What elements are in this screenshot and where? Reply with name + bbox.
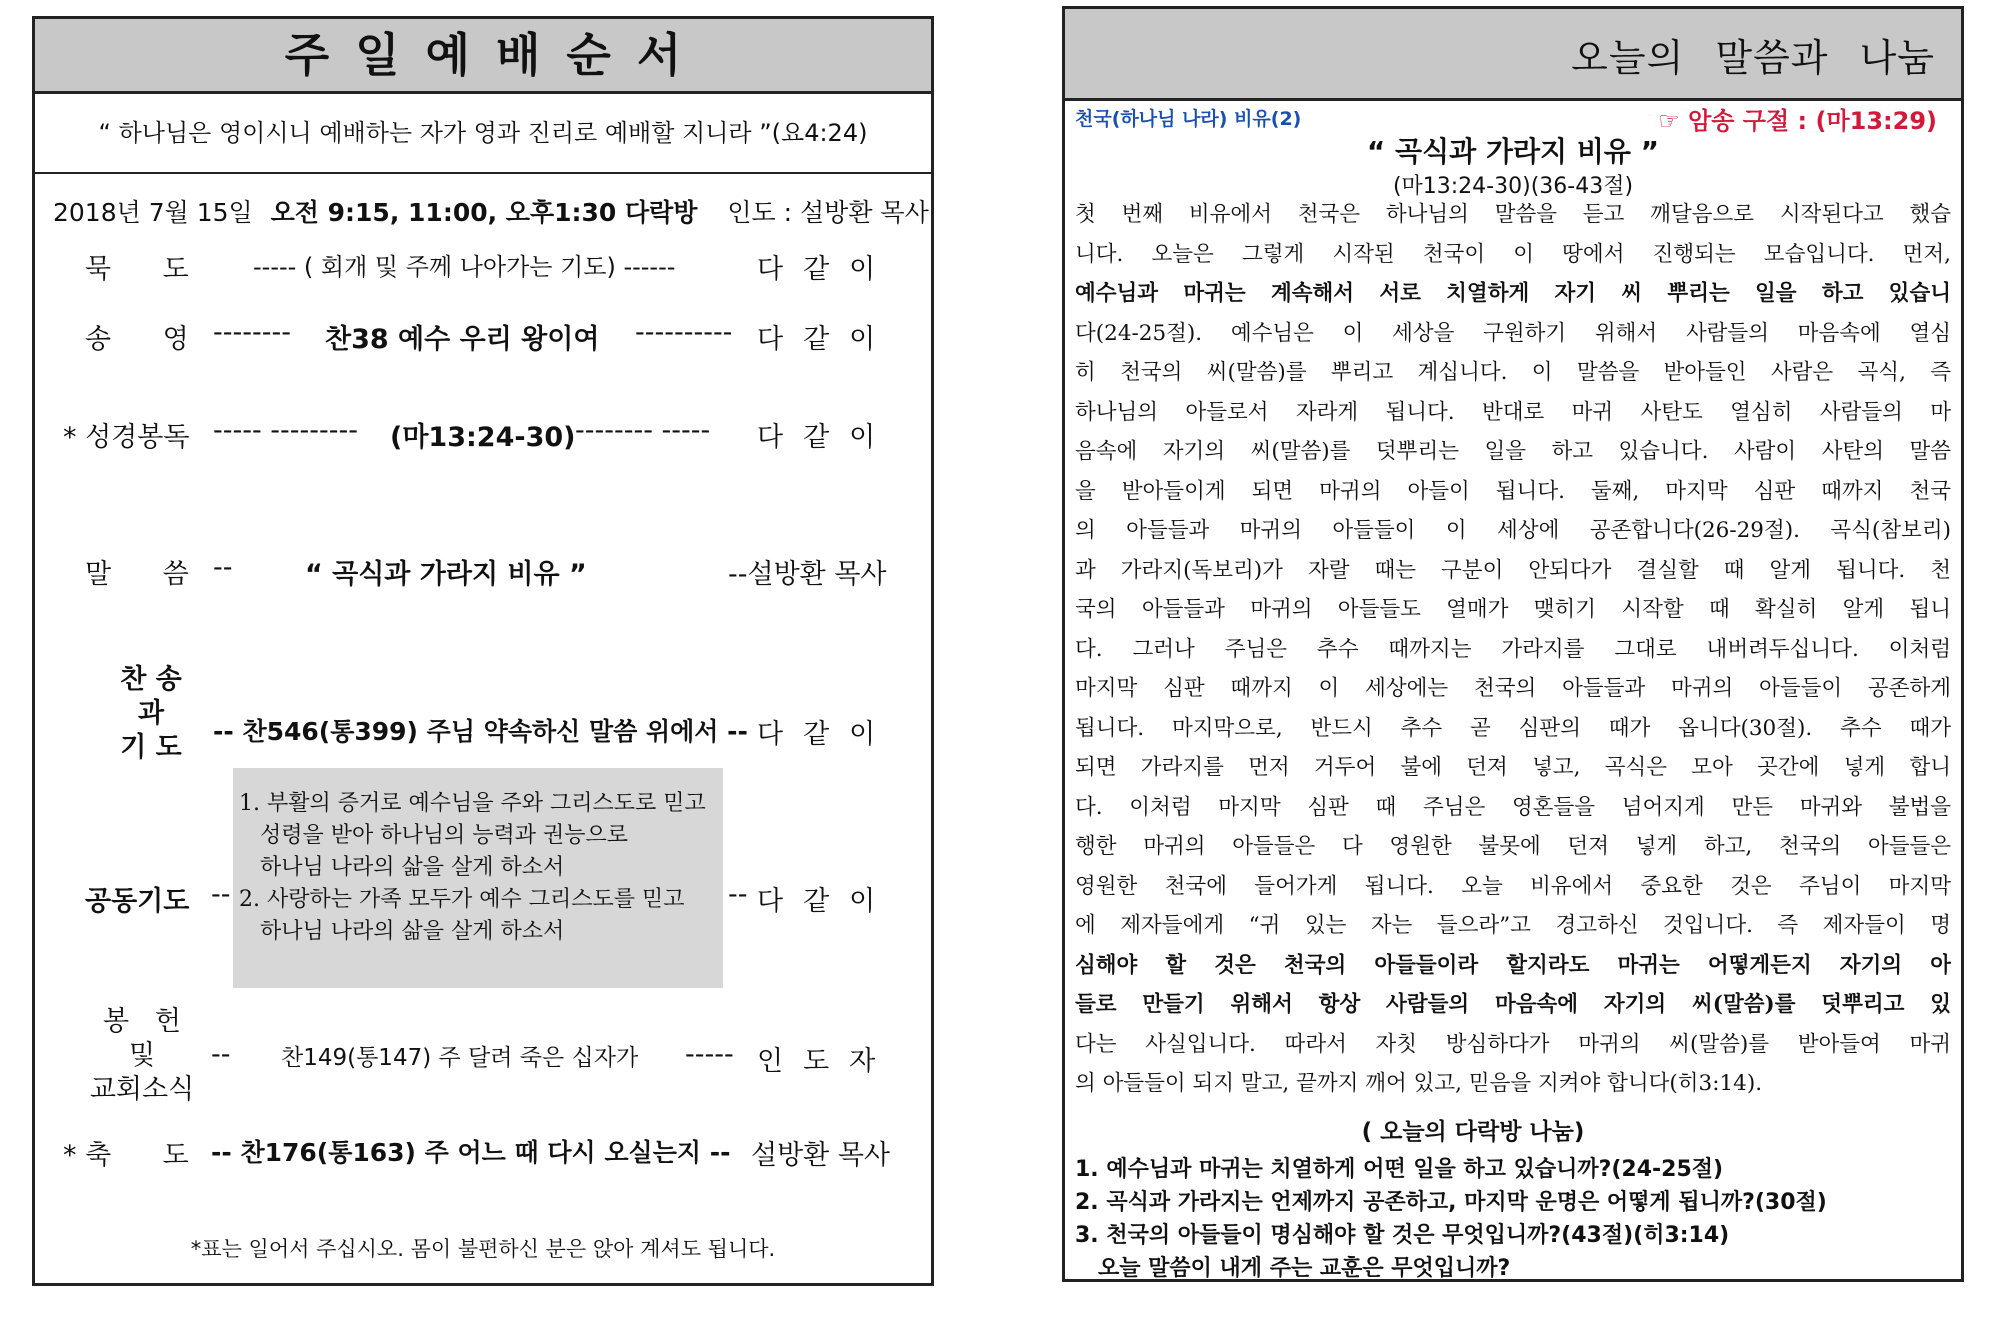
row-dash: ----- — [685, 1039, 734, 1070]
row-assignee: 인도자 — [757, 1046, 896, 1077]
body-line: 마지막 심판 때까지 이 세상에는 천국의 아들들과 마귀의 아들들이 공존하게 — [1075, 676, 1951, 701]
discussion-question: 오늘 말씀이 내게 주는 교훈은 무엇입니까? — [1075, 1256, 1511, 1281]
todays-word-panel — [1062, 6, 1964, 1282]
body-line: 다. 이처럼 마지막 심판 때 주님은 영혼들을 넘어지게 만든 마귀와 불법을 — [1075, 794, 1951, 820]
body-line: 영원한 천국에 들어가게 됩니다. 오늘 비유에서 중요한 것은 주님이 마지막 — [1075, 873, 1951, 899]
body-line: 의 아들들과 마귀의 아들들이 이 세상에 공존합니다(26-29절). 곡식(참보리) — [1075, 518, 1951, 543]
common-prayer-box — [233, 768, 723, 988]
service-times: 오전 9:15, 11:00, 오후1:30 다락방 — [270, 198, 698, 227]
row-content: ----- ( 회개 및 주께 나아가는 기도) ------ — [253, 253, 676, 281]
row-dash: -- — [211, 1039, 231, 1070]
row-label: 송 영 — [85, 324, 189, 355]
body-line: 심해야 할 것은 천국의 아들들이라 할지라도 마귀는 어떻게든지 자기의 아 — [1075, 952, 1951, 978]
label-line: 봉 헌 — [103, 1006, 181, 1037]
label-line: 기 도 — [120, 732, 182, 763]
service-leader: 인도 : 설방환 목사 — [727, 198, 929, 227]
service-info — [53, 193, 929, 229]
label-line: 및 — [128, 1040, 156, 1071]
row-label: 묵 도 — [85, 254, 189, 285]
body-line: 니다. 오늘은 그렇게 시작된 천국이 이 땅에서 진행되는 모습입니다. 먼저, — [1075, 241, 1951, 267]
prayer-line: 하나님 나라의 삶을 살게 하소서 — [239, 855, 565, 880]
todays-word-title: 오늘의 말씀과 나눔 — [1571, 36, 1935, 80]
body-line: 첫 번째 비유에서 천국은 하나님의 말씀을 듣고 깨달음으로 시작된다고 했습 — [1075, 202, 1951, 227]
discussion-question: 1. 예수님과 마귀는 치열하게 어떤 일을 하고 있습니까?(24-25절) — [1075, 1157, 1724, 1182]
row-content: (마13:24-30) — [390, 422, 576, 453]
body-line: 의 아들들이 되지 말고, 끝까지 깨어 있고, 믿음을 지켜야 합니다(히3:14). — [1075, 1071, 1763, 1096]
row-dash: -------- ----- — [575, 415, 711, 446]
label-line: 과 — [137, 698, 165, 729]
sermon-reference: (마13:24-30)(36-43절) — [1392, 174, 1634, 199]
prayer-line: 성령을 받아 하나님의 능력과 권능으로 — [239, 823, 628, 848]
sermon-title: “ 곡식과 가라지 비유 ” — [1366, 135, 1660, 168]
body-line: 하나님의 아들로서 자라게 됩니다. 반대로 마귀 사탄도 열심히 사람들의 마 — [1075, 399, 1951, 425]
memory-verse: ☞ 암송 구절 : (마13:29) — [1658, 107, 1937, 135]
body-line: 을 받아들이게 되면 마귀의 아들이 됩니다. 둘째, 마지막 심판 때까지 천국 — [1075, 478, 1951, 504]
body-line: 예수님과 마귀는 계속해서 서로 치열하게 자기 씨 뿌리는 일을 하고 있습니 — [1075, 281, 1951, 306]
row-content: -- 찬176(통163) 주 어느 때 다시 오실는지 -- — [211, 1138, 731, 1167]
row-dash: -- — [211, 879, 231, 910]
scripture-motto: “ 하나님은 영이시니 예배하는 자가 영과 진리로 예배할 지니라 ”(요4:24) — [35, 94, 931, 174]
body-line: 되면 가라지를 먼저 거두어 불에 던져 넣고, 곡식은 모아 곳간에 넣게 합니 — [1075, 755, 1951, 780]
body-line: 들로 만들기 위해서 항상 사람들의 마음속에 자기의 씨(말씀)를 덧뿌리고 있 — [1075, 992, 1951, 1017]
label-line: 찬 송 — [120, 664, 182, 695]
sharing-heading: ( 오늘의 다락방 나눔) — [1361, 1119, 1585, 1145]
prayer-line: 1. 부활의 증거로 예수님을 주와 그리스도로 믿고 — [239, 791, 706, 816]
body-line: 국의 아들들과 마귀의 아들들도 열매가 맺히기 시작할 때 확실히 알게 됩니 — [1075, 597, 1951, 622]
row-assignee: 다같이 — [757, 254, 896, 285]
worship-order-panel — [32, 16, 934, 1286]
row-content: -- 찬546(통399) 주님 약속하신 말씀 위에서 -- — [213, 717, 748, 746]
row-dash: ---------- — [635, 317, 733, 348]
worship-order-title-bar — [35, 19, 931, 94]
row-dash: -- — [728, 879, 748, 910]
discussion-question: 3. 천국의 아들들이 명심해야 할 것은 무엇입니까?(43절)(히3:14) — [1075, 1223, 1730, 1248]
series-label: 천국(하나님 나라) 비유(2) — [1075, 108, 1302, 130]
row-dash: ----- --------- — [213, 415, 358, 446]
label-line: 교회소식 — [89, 1074, 195, 1105]
body-line: 에 제자들에게 “귀 있는 자는 들으라”고 경고하신 것입니다. 즉 제자들이 명 — [1075, 913, 1951, 938]
body-line: 됩니다. 마지막으로, 반드시 추수 곧 심판의 때가 옵니다(30절). 추수 때가 — [1075, 715, 1951, 741]
row-content: “ 곡식과 가라지 비유 ” — [305, 559, 587, 590]
row-assignee: 다같이 — [757, 719, 896, 750]
body-line: 음속에 자기의 씨(말씀)를 덧뿌리는 일을 하고 있습니다. 사람이 사탄의 말씀 — [1075, 439, 1951, 464]
row-assignee: --설방환 목사 — [728, 559, 887, 590]
row-assignee: 설방환 목사 — [751, 1140, 890, 1171]
hymn-and-prayer-label — [91, 663, 211, 765]
body-line: 과 가라지(독보리)가 자랄 때는 구분이 안되다가 결실할 때 알게 됩니다. 천 — [1075, 557, 1951, 583]
body-line: 다. 그러나 주님은 추수 때까지는 가라지를 그대로 내버려두십니다. 이처럼 — [1075, 636, 1951, 662]
sermon-body — [1075, 195, 1951, 1104]
row-assignee: 다같이 — [757, 324, 896, 355]
body-line: 히 천국의 씨(말씀)를 뿌리고 계십니다. 이 말씀을 받아들인 사람은 곡식, 즉 — [1075, 360, 1951, 385]
service-date: 2018년 7월 15일 — [53, 198, 253, 227]
row-content: 찬38 예수 우리 왕이여 — [325, 324, 600, 355]
row-label: * 축 도 — [63, 1140, 189, 1171]
discussion-question: 2. 곡식과 가라지는 언제까지 공존하고, 마지막 운명은 어떻게 됩니까?(30절) — [1075, 1190, 1827, 1215]
body-line: 행한 마귀의 아들들은 다 영원한 불못에 던져 넣게 하고, 천국의 아들들은 — [1075, 834, 1951, 859]
body-line: 다(24-25절). 예수님은 이 세상을 구원하기 위해서 사람들의 마음속에 열심 — [1075, 320, 1951, 346]
row-dash: -------- — [213, 317, 291, 348]
todays-word-title-bar — [1065, 9, 1961, 101]
row-assignee: 다같이 — [757, 886, 896, 917]
row-label: * 성경봉독 — [63, 422, 190, 453]
row-dash: -- — [213, 552, 233, 583]
prayer-line: 하나님 나라의 삶을 살게 하소서 — [239, 919, 565, 944]
standing-note: *표는 일어서 주십시오. 몸이 불편하신 분은 앉아 계셔도 됩니다. — [190, 1237, 776, 1261]
row-content: 찬149(통147) 주 달려 죽은 십자가 — [281, 1045, 639, 1071]
worship-order-title: 주일예배순서 — [284, 28, 708, 82]
row-label: 공동기도 — [85, 886, 190, 917]
row-label: 말 씀 — [85, 559, 189, 590]
body-line: 다는 사실입니다. 따라서 자칫 방심하다가 마귀의 씨(말씀)를 받아들여 마귀 — [1075, 1031, 1951, 1057]
prayer-line: 2. 사랑하는 가족 모두가 예수 그리스도를 믿고 — [239, 887, 685, 912]
row-assignee: 다같이 — [757, 422, 896, 453]
offering-label — [77, 1005, 207, 1107]
